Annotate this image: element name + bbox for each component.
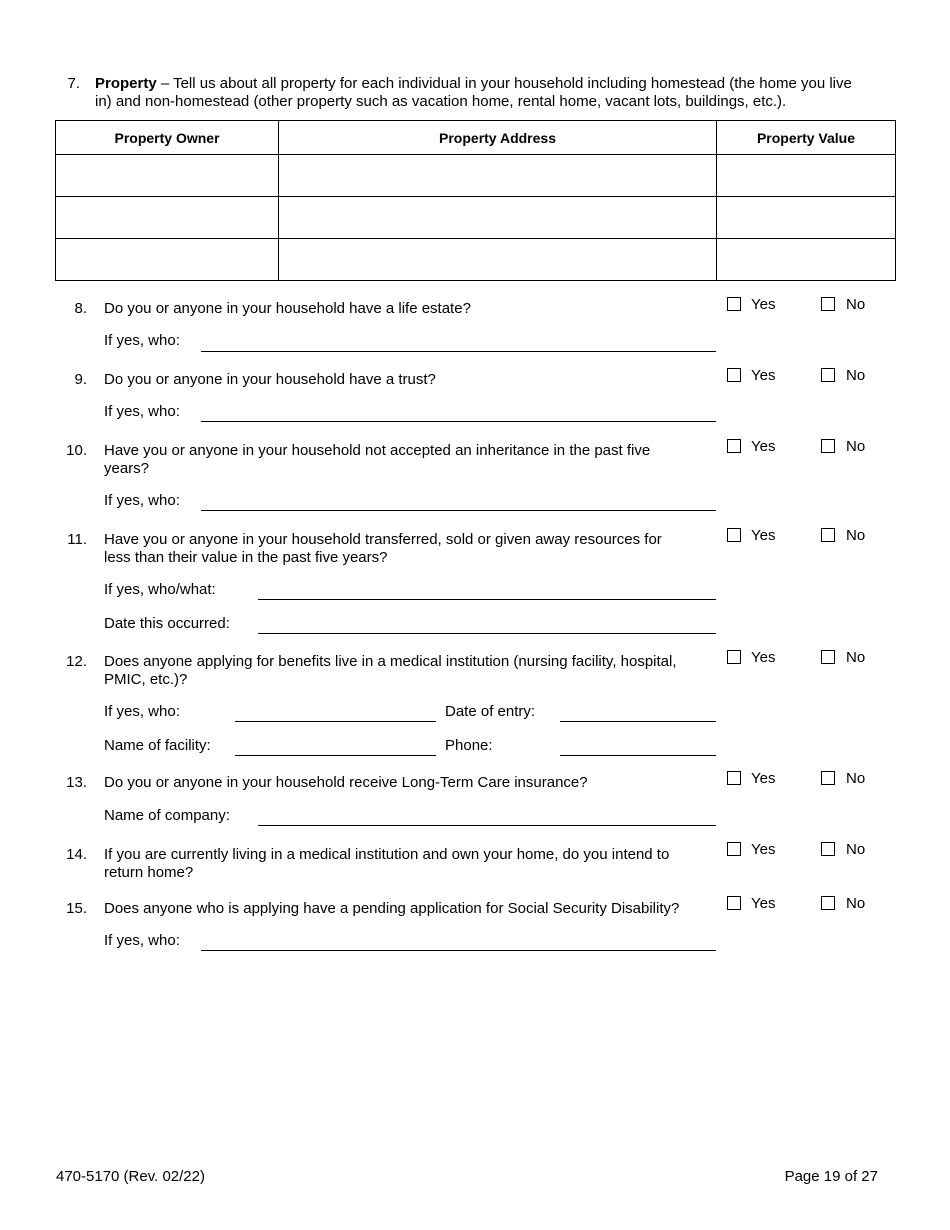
question-10-text [104, 442, 714, 478]
property-table [55, 120, 896, 281]
question-14-line-2: return home? [104, 864, 194, 881]
question-10-no-checkbox[interactable] [821, 439, 835, 453]
question-11-line-1: Have you or anyone in your household transferred, sold or given away resources for [104, 531, 662, 548]
question-13-company-label: Name of company: [104, 807, 230, 824]
question-11-date-label: Date this occurred: [104, 615, 230, 632]
question-11-line-2: less than their value in the past five years? [104, 549, 388, 566]
question-15-no-checkbox[interactable] [821, 896, 835, 910]
question-10-line-2: years? [104, 460, 150, 477]
question-11-who-what-field[interactable] [258, 599, 716, 600]
question-13-yes-checkbox[interactable] [727, 771, 741, 785]
question-13-no-label: No [846, 770, 866, 787]
question-8-yes-checkbox[interactable] [727, 297, 741, 311]
header-property-value: Property Value [717, 121, 896, 155]
question-10-no-label: No [846, 438, 866, 455]
question-13-no-checkbox[interactable] [821, 771, 835, 785]
property-value-cell[interactable] [717, 239, 896, 281]
question-7-label: Property [95, 75, 157, 92]
question-14-yes-checkbox[interactable] [727, 842, 741, 856]
question-12-yes-label: Yes [751, 649, 776, 666]
property-owner-cell[interactable] [56, 155, 279, 197]
question-11-no-label: No [846, 527, 866, 544]
question-7-intro: – Tell us about all property for each individual in your household including homestead (the home you live [156, 75, 852, 92]
question-15-who-label: If yes, who: [104, 932, 180, 949]
question-15-no-label: No [846, 895, 866, 912]
question-14-yes-label: Yes [751, 841, 776, 858]
question-12-date-of-entry-label: Date of entry: [445, 703, 536, 720]
question-12-who-label: If yes, who: [104, 703, 180, 720]
question-10-who-field[interactable] [201, 510, 716, 511]
question-11-no-checkbox[interactable] [821, 528, 835, 542]
question-12-facility-label: Name of facility: [104, 737, 211, 754]
question-14-no-label: No [846, 841, 866, 858]
question-10-number: 10. [66, 442, 87, 459]
question-8-text: Do you or anyone in your household have a life estate? [104, 300, 471, 317]
header-property-owner: Property Owner [56, 121, 279, 155]
property-address-cell[interactable] [279, 197, 717, 239]
question-9-who-field[interactable] [201, 421, 716, 422]
page-number: Page 19 of 27 [784, 1168, 878, 1185]
question-13-company-field[interactable] [258, 825, 716, 826]
header-property-address: Property Address [279, 121, 717, 155]
question-12-line-2: PMIC, etc.)? [104, 671, 188, 688]
question-15-text: Does anyone who is applying have a pending application for Social Security Disability? [104, 900, 680, 917]
question-11-text [104, 531, 714, 567]
question-11-number: 11. [67, 531, 87, 548]
question-8-yes-label: Yes [751, 296, 776, 313]
question-9-number: 9. [74, 371, 87, 388]
question-12-no-label: No [846, 649, 866, 666]
question-7-line-1 [95, 75, 852, 92]
question-10-yes-checkbox[interactable] [727, 439, 741, 453]
question-9-yes-checkbox[interactable] [727, 368, 741, 382]
question-12-who-field[interactable] [235, 721, 436, 722]
question-7-line-2: in) and non-homestead (other property such as vacation home, rental home, vacant lots, buildings, etc.). [95, 93, 787, 110]
question-10-yes-label: Yes [751, 438, 776, 455]
question-12-text [104, 653, 716, 689]
property-value-cell[interactable] [717, 197, 896, 239]
property-owner-cell[interactable] [56, 239, 279, 281]
question-11-yes-label: Yes [751, 527, 776, 544]
question-7-number: 7. [67, 75, 80, 92]
question-12-no-checkbox[interactable] [821, 650, 835, 664]
question-9-text: Do you or anyone in your household have a trust? [104, 371, 436, 388]
question-13-text: Do you or anyone in your household receive Long-Term Care insurance? [104, 774, 588, 791]
property-address-cell[interactable] [279, 155, 717, 197]
question-15-number: 15. [66, 900, 87, 917]
property-value-cell[interactable] [717, 155, 896, 197]
question-15-yes-checkbox[interactable] [727, 896, 741, 910]
property-owner-cell[interactable] [56, 197, 279, 239]
question-9-who-label: If yes, who: [104, 403, 180, 420]
question-11-date-field[interactable] [258, 633, 716, 634]
question-12-date-of-entry-field[interactable] [560, 721, 716, 722]
question-12-facility-field[interactable] [235, 755, 436, 756]
question-8-no-checkbox[interactable] [821, 297, 835, 311]
question-8-no-label: No [846, 296, 866, 313]
property-address-cell[interactable] [279, 239, 717, 281]
question-12-yes-checkbox[interactable] [727, 650, 741, 664]
question-9-no-checkbox[interactable] [821, 368, 835, 382]
question-14-number: 14. [66, 846, 87, 863]
question-10-who-label: If yes, who: [104, 492, 180, 509]
question-13-yes-label: Yes [751, 770, 776, 787]
question-14-line-1: If you are currently living in a medical institution and own your home, do you intend to [104, 846, 670, 863]
question-11-yes-checkbox[interactable] [727, 528, 741, 542]
question-12-line-1: Does anyone applying for benefits live in a medical institution (nursing facility, hospital, [104, 653, 677, 670]
form-number: 470-5170 (Rev. 02/22) [56, 1168, 205, 1185]
question-15-yes-label: Yes [751, 895, 776, 912]
question-8-number: 8. [74, 300, 87, 317]
table-row [56, 197, 896, 239]
question-15-who-field[interactable] [201, 950, 716, 951]
question-7-text [95, 75, 895, 111]
table-row [56, 155, 896, 197]
question-13-number: 13. [66, 774, 87, 791]
question-8-who-field[interactable] [201, 351, 716, 352]
question-12-phone-field[interactable] [560, 755, 716, 756]
question-14-text [104, 846, 714, 882]
table-row [56, 239, 896, 281]
question-12-number: 12. [66, 653, 87, 670]
question-10-line-1: Have you or anyone in your household not accepted an inheritance in the past five [104, 442, 651, 459]
question-9-no-label: No [846, 367, 866, 384]
question-12-phone-label: Phone: [445, 737, 493, 754]
question-9-yes-label: Yes [751, 367, 776, 384]
property-table-header [56, 121, 896, 155]
question-11-who-what-label: If yes, who/what: [104, 581, 216, 598]
question-14-no-checkbox[interactable] [821, 842, 835, 856]
question-8-who-label: If yes, who: [104, 332, 180, 349]
